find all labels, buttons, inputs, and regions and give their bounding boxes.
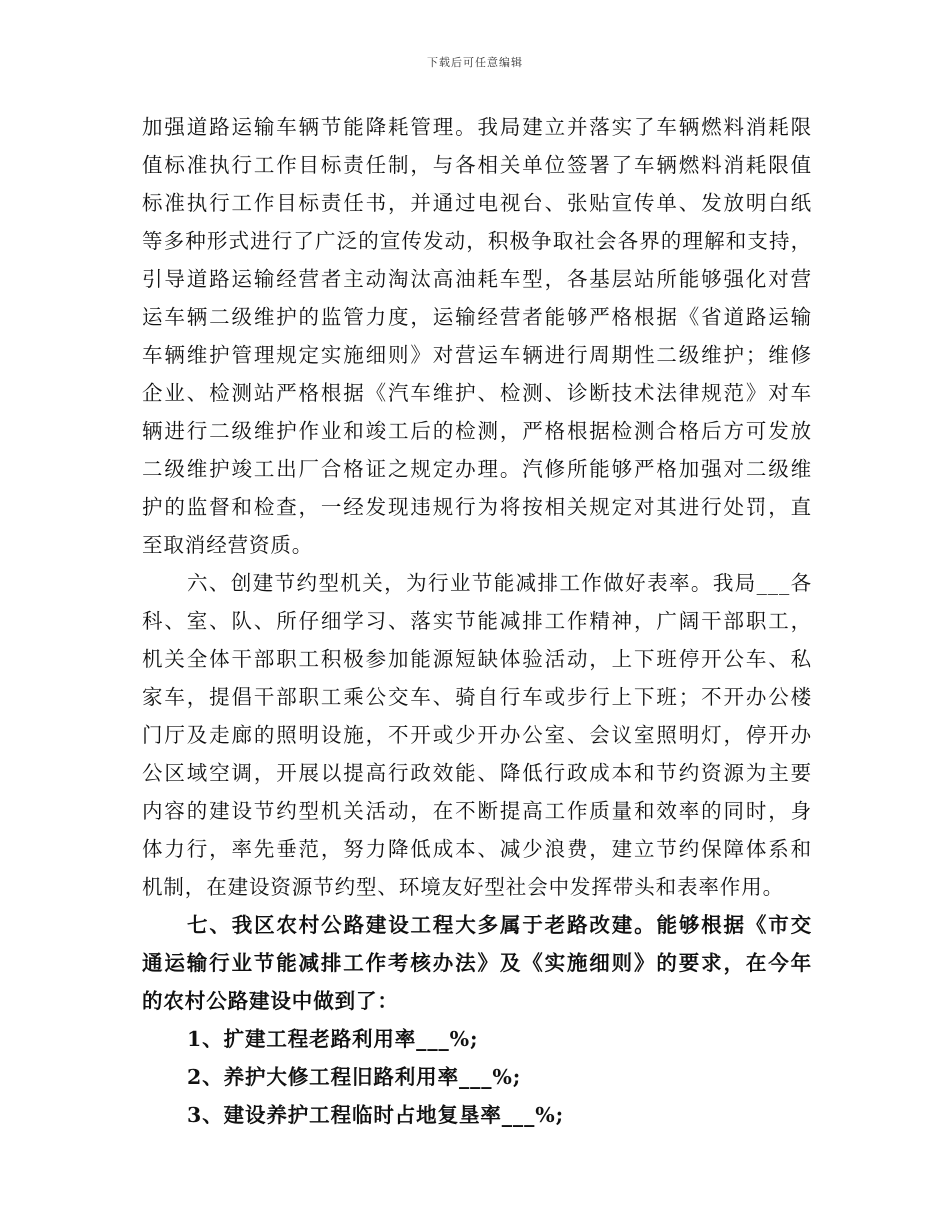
list-item: 1、扩建工程老路利用率___%; xyxy=(187,1027,479,1051)
text-line: 通运输行业节能减排工作考核办法》及《实施细则》的要求，在今年 xyxy=(142,951,812,975)
text-line: 运车辆二级维护的监管力度，运输经营者能够严格根据《省道路运输 xyxy=(142,305,812,329)
text-line: 六、创建节约型机关，为行业节能减排工作做好表率。我局___各 xyxy=(187,571,812,595)
paragraph-section-seven xyxy=(142,906,812,1020)
text-line: 内容的建设节约型机关活动，在不断提高工作质量和效率的同时，身 xyxy=(142,799,812,823)
text-line: 车辆维护管理规定实施细则》对营运车辆进行周期性二级维护；维修 xyxy=(142,343,812,367)
paragraph-section-six xyxy=(142,564,812,906)
text-line: 护的监督和检查，一经发现违规行为将按相关规定对其进行处罚，直 xyxy=(142,495,812,519)
text-line: 机关全体干部职工积极参加能源短缺体验活动，上下班停开公车、私 xyxy=(142,647,812,671)
paragraph-road-vehicles xyxy=(142,108,812,564)
text-line: 等多种形式进行了广泛的宣传发动，积极争取社会各界的理解和支持， xyxy=(142,229,812,253)
text-line: 公区域空调，开展以提高行政效能、降低行政成本和节约资源为主要 xyxy=(142,761,812,785)
text-line: 加强道路运输车辆节能降耗管理。我局建立并落实了车辆燃料消耗限 xyxy=(142,115,812,139)
text-line: 体力行，率先垂范，努力降低成本、减少浪费，建立节约保障体系和 xyxy=(142,837,812,861)
text-line: 机制，在建设资源节约型、环境友好型社会中发挥带头和表率作用。 xyxy=(142,875,784,899)
text-line: 标准执行工作目标责任书，并通过电视台、张贴宣传单、发放明白纸 xyxy=(142,191,812,215)
text-line: 值标准执行工作目标责任制，与各相关单位签署了车辆燃料消耗限值 xyxy=(142,153,812,177)
text-line: 的农村公路建设中做到了： xyxy=(142,989,399,1013)
text-line: 辆进行二级维护作业和竣工后的检测，严格根据检测合格后方可发放 xyxy=(142,419,812,443)
page-header: 下载后可任意编辑 xyxy=(427,56,523,69)
text-line: 至取消经营资质。 xyxy=(142,533,314,557)
text-line: 科、室、队、所仔细学习、落实节能减排工作精神，广阔干部职工， xyxy=(142,609,812,633)
document-body xyxy=(142,108,812,1134)
text-line: 门厅及走廊的照明设施，不开或少开办公室、会议室照明灯，停开办 xyxy=(142,723,812,747)
numbered-list xyxy=(142,1020,812,1134)
text-line: 二级维护竣工出厂合格证之规定办理。汽修所能够严格加强对二级维 xyxy=(142,457,812,481)
text-line: 家车，提倡干部职工乘公交车、骑自行车或步行上下班；不开办公楼 xyxy=(142,685,812,709)
text-line: 七、我区农村公路建设工程大多属于老路改建。能够根据《市交 xyxy=(187,913,812,937)
text-line: 企业、检测站严格根据《汽车维护、检测、诊断技术法律规范》对车 xyxy=(142,381,812,405)
list-item: 3、建设养护工程临时占地复垦率___%; xyxy=(187,1103,565,1127)
list-item: 2、养护大修工程旧路利用率___%; xyxy=(187,1065,522,1089)
text-line: 引导道路运输经营者主动淘汰高油耗车型，各基层站所能够强化对营 xyxy=(142,267,812,291)
